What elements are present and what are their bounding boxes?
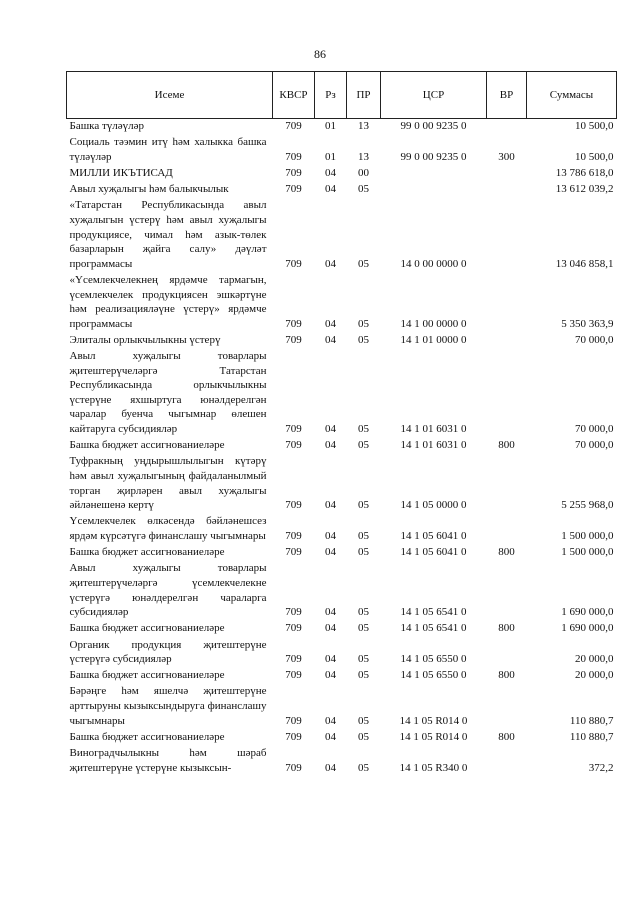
cell-csr xyxy=(381,182,487,198)
table-row xyxy=(67,349,617,438)
cell-vr xyxy=(487,119,527,136)
table-row xyxy=(67,119,617,136)
page-number: 86 xyxy=(314,47,326,61)
cell-name: Башка бюджет ассигнованиеләре xyxy=(69,439,225,452)
cell-sum: 13 786 618,0 xyxy=(555,166,614,179)
cell-vr xyxy=(487,182,527,198)
cell-rz: 04 xyxy=(325,761,336,774)
cell-pr: 05 xyxy=(358,730,369,743)
cell-vr: 800 xyxy=(498,730,515,743)
cell-name: Авыл хуҗалыгы товарлары җитештерүчеләргә Татарстан Республикасында орлыкчылыкны үстерүне яхшыртуга юнәлдерелгән чаралар буенча чыгымнар өлешен кайтаруга субсидияләр xyxy=(69,350,267,436)
table-row xyxy=(67,166,617,182)
cell-csr: 99 0 00 9235 0 xyxy=(400,150,467,163)
cell-vr xyxy=(487,166,527,182)
cell-vr: 300 xyxy=(498,150,515,163)
cell-rz: 04 xyxy=(325,653,336,666)
cell-rz: 04 xyxy=(325,714,336,727)
header-vr: ВР xyxy=(487,72,527,119)
cell-kvsr: 709 xyxy=(285,761,302,774)
cell-rz: 04 xyxy=(325,439,336,452)
cell-vr xyxy=(487,514,527,545)
cell-pr: 05 xyxy=(358,183,369,196)
cell-pr: 05 xyxy=(358,317,369,330)
cell-kvsr: 709 xyxy=(285,333,302,346)
cell-rz: 01 xyxy=(325,150,336,163)
cell-pr: 05 xyxy=(358,499,369,512)
cell-rz: 04 xyxy=(325,730,336,743)
cell-sum: 1 500 000,0 xyxy=(561,546,614,559)
table-row xyxy=(67,621,617,637)
table-header-row xyxy=(67,72,617,119)
cell-name: Башка бюджет ассигнованиеләре xyxy=(69,669,225,682)
cell-pr: 05 xyxy=(358,529,369,542)
cell-kvsr: 709 xyxy=(285,183,302,196)
cell-vr xyxy=(487,198,527,273)
header-rz: Рз xyxy=(315,72,347,119)
cell-sum: 110 880,7 xyxy=(569,714,614,727)
cell-csr: 14 1 01 6031 0 xyxy=(400,439,467,452)
cell-kvsr: 709 xyxy=(285,653,302,666)
cell-sum: 1 690 000,0 xyxy=(561,622,614,635)
cell-sum: 372,2 xyxy=(588,761,614,774)
cell-name: «Үсемлекчелекнең ярдәмче тармагын, үсемлекчелек продукциясен эшкәртүне һәм реализацияләүне үстерү» ярдәмче программасы xyxy=(69,273,267,330)
table-row xyxy=(67,684,617,729)
cell-name: Башка түләүләр xyxy=(69,120,145,132)
cell-pr: 05 xyxy=(358,669,369,682)
table-row xyxy=(67,746,617,777)
table-row xyxy=(67,333,617,349)
cell-sum: 1 690 000,0 xyxy=(561,606,614,619)
cell-name: Үсемлекчелек өлкәсендә бәйләнешсез ярдәм күрсәтүгә финанслашу чыгымнары xyxy=(69,515,267,542)
cell-kvsr: 709 xyxy=(285,423,302,436)
cell-name: Виноградчылыкны һәм шәраб җитештерүне үстерүне кызыксын- xyxy=(69,747,267,774)
cell-kvsr: 709 xyxy=(285,439,302,452)
cell-sum: 70 000,0 xyxy=(575,333,614,346)
cell-pr: 05 xyxy=(358,423,369,436)
cell-kvsr: 709 xyxy=(285,529,302,542)
cell-pr: 05 xyxy=(358,714,369,727)
cell-name: Органик продукция җитештерүне үстерүгә субсидияләр xyxy=(69,638,267,666)
cell-name: Авыл хуҗалыгы товарлары җитештерүчеләргә үсемлекчелекне үстерүгә юнәлдерелгән чараларга субсидияләр xyxy=(69,562,267,619)
cell-rz: 04 xyxy=(325,317,336,330)
cell-csr xyxy=(381,166,487,182)
table-body xyxy=(67,119,617,777)
cell-pr: 05 xyxy=(358,606,369,619)
cell-sum: 110 880,7 xyxy=(569,730,614,743)
table-row xyxy=(67,638,617,669)
cell-vr xyxy=(487,333,527,349)
cell-kvsr: 709 xyxy=(285,622,302,635)
cell-sum: 13 612 039,2 xyxy=(555,183,614,196)
cell-sum: 5 350 363,9 xyxy=(561,317,614,330)
cell-csr: 14 1 05 R340 0 xyxy=(399,761,468,774)
cell-rz: 04 xyxy=(325,622,336,635)
cell-pr: 05 xyxy=(358,653,369,666)
cell-csr: 14 1 05 R014 0 xyxy=(399,714,468,727)
table-row xyxy=(67,198,617,273)
header-csr: ЦСР xyxy=(381,72,487,119)
cell-kvsr: 709 xyxy=(285,669,302,682)
cell-csr: 14 1 05 6541 0 xyxy=(400,622,467,635)
cell-name: Авыл хуҗалыгы һәм балыкчылык xyxy=(69,183,229,196)
cell-csr: 14 1 05 0000 0 xyxy=(400,499,467,512)
cell-pr: 05 xyxy=(358,761,369,774)
cell-kvsr: 709 xyxy=(285,714,302,727)
cell-pr: 13 xyxy=(358,120,369,132)
cell-vr xyxy=(487,561,527,621)
cell-rz: 04 xyxy=(325,257,336,270)
cell-csr: 14 1 05 6550 0 xyxy=(400,669,467,682)
cell-name: Бәрәңге һәм яшелчә җитештерүне арттыруны кызыксындыруга финанслашу чыгымнары xyxy=(69,685,267,727)
cell-rz: 04 xyxy=(325,606,336,619)
cell-vr xyxy=(487,454,527,514)
cell-csr: 14 1 05 6550 0 xyxy=(400,653,467,666)
cell-pr: 05 xyxy=(358,546,369,559)
cell-csr: 14 1 05 R014 0 xyxy=(399,730,468,743)
cell-vr xyxy=(487,273,527,333)
cell-pr: 05 xyxy=(358,439,369,452)
cell-kvsr: 709 xyxy=(285,499,302,512)
header-pr: ПР xyxy=(347,72,381,119)
cell-rz: 04 xyxy=(325,333,336,346)
cell-vr: 800 xyxy=(498,439,515,452)
cell-sum: 1 500 000,0 xyxy=(561,529,614,542)
budget-table xyxy=(66,71,617,777)
cell-vr xyxy=(487,638,527,669)
cell-kvsr: 709 xyxy=(285,606,302,619)
cell-kvsr: 709 xyxy=(285,317,302,330)
table-row xyxy=(67,454,617,514)
cell-rz: 04 xyxy=(325,669,336,682)
cell-vr: 800 xyxy=(498,669,515,682)
cell-name: Башка бюджет ассигнованиеләре xyxy=(69,546,225,559)
table-row xyxy=(67,668,617,684)
cell-name: Башка бюджет ассигнованиеләре xyxy=(69,622,225,635)
cell-kvsr: 709 xyxy=(285,120,302,132)
header-sum: Суммасы xyxy=(527,72,617,119)
cell-name: Туфракның уңдырышлылыгын күтәрү һәм авыл хуҗалыгының файдаланылмый торган җирләрен авыл хуҗалыгы әйләнешенә кертү xyxy=(69,455,267,512)
table-row xyxy=(67,730,617,746)
cell-rz: 04 xyxy=(325,423,336,436)
table-row xyxy=(67,514,617,545)
cell-pr: 05 xyxy=(358,622,369,635)
cell-kvsr: 709 xyxy=(285,546,302,559)
cell-sum: 10 500,0 xyxy=(575,150,614,163)
cell-csr: 99 0 00 9235 0 xyxy=(400,120,467,132)
table-row xyxy=(67,135,617,166)
cell-pr: 05 xyxy=(358,257,369,270)
cell-rz: 04 xyxy=(325,166,336,179)
cell-csr: 14 1 00 0000 0 xyxy=(400,317,467,330)
cell-kvsr: 709 xyxy=(285,257,302,270)
cell-pr: 05 xyxy=(358,333,369,346)
header-kvsr: КВСР xyxy=(273,72,315,119)
cell-rz: 01 xyxy=(325,120,336,132)
cell-csr: 14 1 01 0000 0 xyxy=(400,333,467,346)
cell-pr: 13 xyxy=(358,150,369,163)
table-row xyxy=(67,438,617,454)
cell-sum: 20 000,0 xyxy=(575,669,614,682)
cell-csr: 14 1 01 6031 0 xyxy=(400,423,467,436)
cell-sum: 70 000,0 xyxy=(575,439,614,452)
table-row xyxy=(67,273,617,333)
cell-sum: 5 255 968,0 xyxy=(561,499,614,512)
cell-name: Социаль тәэмин итү һәм халыкка башка түләүләр xyxy=(69,136,267,163)
cell-vr xyxy=(487,684,527,729)
cell-kvsr: 709 xyxy=(285,166,302,179)
cell-pr: 00 xyxy=(358,166,369,179)
cell-sum: 13 046 858,1 xyxy=(555,257,614,270)
cell-csr: 14 1 05 6041 0 xyxy=(400,546,467,559)
cell-csr: 14 0 00 0000 0 xyxy=(400,257,467,270)
cell-vr xyxy=(487,349,527,438)
cell-vr: 800 xyxy=(498,546,515,559)
table-row xyxy=(67,561,617,621)
cell-name: МИЛЛИ ИКЪТИСАД xyxy=(69,166,173,179)
cell-sum: 70 000,0 xyxy=(575,423,614,436)
table-row xyxy=(67,545,617,561)
cell-sum: 20 000,0 xyxy=(575,653,614,666)
cell-vr: 800 xyxy=(498,622,515,635)
cell-name: «Татарстан Республикасында авыл хуҗалыгын үстерү һәм авыл хуҗалыгы продукциясе, чимал һәм азык-төлек базарларын җайга салу» дәүләт программасы xyxy=(69,199,267,270)
cell-name: Башка бюджет ассигнованиеләре xyxy=(69,730,225,743)
cell-rz: 04 xyxy=(325,499,336,512)
cell-name: Элиталы орлыкчылыкны үстерү xyxy=(69,333,221,346)
header-name: Исеме xyxy=(67,72,273,119)
table-row xyxy=(67,182,617,198)
cell-kvsr: 709 xyxy=(285,150,302,163)
cell-rz: 04 xyxy=(325,183,336,196)
cell-csr: 14 1 05 6041 0 xyxy=(400,529,467,542)
cell-kvsr: 709 xyxy=(285,730,302,743)
cell-rz: 04 xyxy=(325,529,336,542)
cell-csr: 14 1 05 6541 0 xyxy=(400,606,467,619)
cell-sum: 10 500,0 xyxy=(575,120,614,132)
cell-vr xyxy=(487,746,527,777)
cell-rz: 04 xyxy=(325,546,336,559)
